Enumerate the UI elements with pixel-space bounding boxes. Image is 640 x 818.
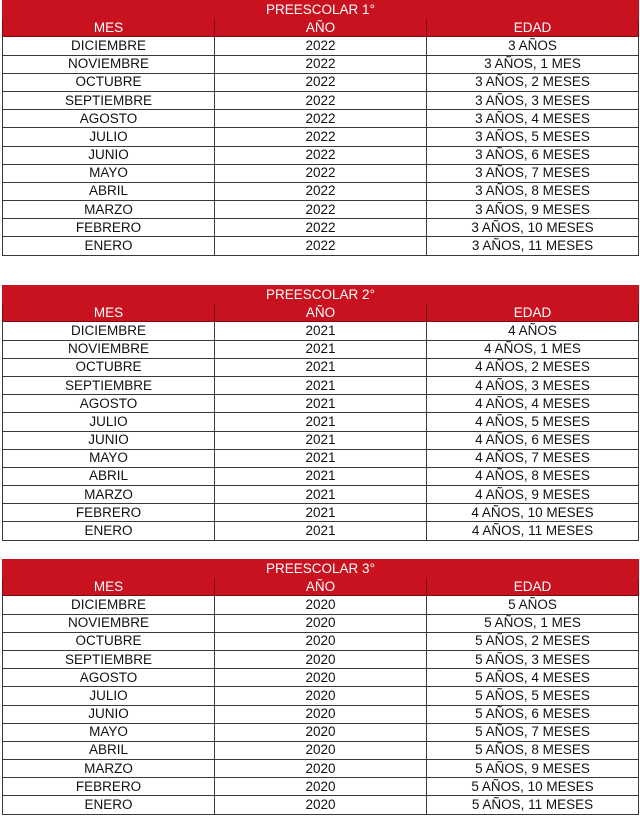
table-row <box>3 796 639 814</box>
table-row <box>3 358 639 376</box>
cell-edad: 5 AÑOS, 7 MESES <box>427 723 639 741</box>
cell-mes: ENERO <box>3 796 215 814</box>
cell-mes: JUNIO <box>3 146 215 164</box>
table-row <box>3 650 639 668</box>
cell-mes: MARZO <box>3 486 215 504</box>
cell-mes: JULIO <box>3 687 215 705</box>
cell-edad: 3 AÑOS, 5 MESES <box>427 128 639 146</box>
table-row <box>3 182 639 200</box>
cell-mes: AGOSTO <box>3 669 215 687</box>
table-title: PREESCOLAR 1° <box>3 1 639 19</box>
table-row <box>3 614 639 632</box>
cell-edad: 4 AÑOS, 5 MESES <box>427 413 639 431</box>
column-header-edad: EDAD <box>427 578 639 596</box>
cell-mes: OCTUBRE <box>3 73 215 91</box>
cell-edad: 3 AÑOS, 7 MESES <box>427 164 639 182</box>
cell-ano: 2020 <box>215 741 427 759</box>
table-row <box>3 449 639 467</box>
cell-ano: 2022 <box>215 201 427 219</box>
table-row <box>3 201 639 219</box>
table-row <box>3 486 639 504</box>
cell-mes: FEBRERO <box>3 778 215 796</box>
table-preescolar-3 <box>2 559 639 815</box>
table-row <box>3 741 639 759</box>
table-row <box>3 73 639 91</box>
cell-mes: OCTUBRE <box>3 358 215 376</box>
table-row <box>3 340 639 358</box>
table-row <box>3 596 639 614</box>
table-body <box>3 596 639 814</box>
cell-mes: DICIEMBRE <box>3 596 215 614</box>
cell-ano: 2022 <box>215 110 427 128</box>
cell-ano: 2022 <box>215 128 427 146</box>
column-header-edad: EDAD <box>427 304 639 322</box>
table-row <box>3 91 639 109</box>
table-preescolar-2 <box>2 285 639 541</box>
table-row <box>3 778 639 796</box>
cell-ano: 2021 <box>215 395 427 413</box>
cell-ano: 2020 <box>215 632 427 650</box>
cell-mes: SEPTIEMBRE <box>3 650 215 668</box>
cell-edad: 3 AÑOS, 11 MESES <box>427 237 639 255</box>
cell-mes: ABRIL <box>3 741 215 759</box>
table-row <box>3 395 639 413</box>
cell-edad: 3 AÑOS, 4 MESES <box>427 110 639 128</box>
cell-ano: 2021 <box>215 431 427 449</box>
cell-edad: 3 AÑOS <box>427 37 639 55</box>
table-title-row <box>3 1 639 19</box>
cell-mes: JULIO <box>3 128 215 146</box>
cell-ano: 2021 <box>215 340 427 358</box>
cell-mes: FEBRERO <box>3 504 215 522</box>
cell-mes: NOVIEMBRE <box>3 340 215 358</box>
cell-edad: 4 AÑOS <box>427 322 639 340</box>
table-row <box>3 504 639 522</box>
cell-edad: 5 AÑOS, 3 MESES <box>427 650 639 668</box>
table-title-row <box>3 560 639 578</box>
table-row <box>3 37 639 55</box>
cell-mes: AGOSTO <box>3 110 215 128</box>
cell-edad: 3 AÑOS, 9 MESES <box>427 201 639 219</box>
cell-mes: JUNIO <box>3 431 215 449</box>
cell-ano: 2022 <box>215 182 427 200</box>
cell-ano: 2022 <box>215 37 427 55</box>
table-title-row <box>3 286 639 304</box>
cell-mes: FEBRERO <box>3 219 215 237</box>
table-row <box>3 669 639 687</box>
cell-edad: 5 AÑOS, 5 MESES <box>427 687 639 705</box>
table-row <box>3 431 639 449</box>
column-header-row <box>3 19 639 37</box>
cell-ano: 2021 <box>215 486 427 504</box>
column-header-row <box>3 304 639 322</box>
cell-mes: MAYO <box>3 449 215 467</box>
cell-mes: DICIEMBRE <box>3 322 215 340</box>
cell-mes: NOVIEMBRE <box>3 614 215 632</box>
column-header-mes: MES <box>3 19 215 37</box>
cell-ano: 2022 <box>215 55 427 73</box>
cell-edad: 5 AÑOS, 9 MESES <box>427 760 639 778</box>
cell-ano: 2020 <box>215 705 427 723</box>
cell-edad: 4 AÑOS, 11 MESES <box>427 522 639 540</box>
cell-ano: 2021 <box>215 504 427 522</box>
table-row <box>3 723 639 741</box>
table-body <box>3 37 639 255</box>
column-header-mes: MES <box>3 304 215 322</box>
cell-edad: 5 AÑOS, 11 MESES <box>427 796 639 814</box>
cell-edad: 4 AÑOS, 9 MESES <box>427 486 639 504</box>
cell-edad: 5 AÑOS, 10 MESES <box>427 778 639 796</box>
cell-edad: 5 AÑOS, 1 MES <box>427 614 639 632</box>
cell-ano: 2020 <box>215 796 427 814</box>
table-row <box>3 376 639 394</box>
cell-edad: 4 AÑOS, 7 MESES <box>427 449 639 467</box>
cell-edad: 5 AÑOS, 6 MESES <box>427 705 639 723</box>
table-row <box>3 413 639 431</box>
cell-edad: 3 AÑOS, 10 MESES <box>427 219 639 237</box>
table-row <box>3 164 639 182</box>
cell-edad: 5 AÑOS, 4 MESES <box>427 669 639 687</box>
table-row <box>3 146 639 164</box>
cell-edad: 5 AÑOS, 2 MESES <box>427 632 639 650</box>
column-header-edad: EDAD <box>427 19 639 37</box>
cell-mes: AGOSTO <box>3 395 215 413</box>
cell-ano: 2020 <box>215 614 427 632</box>
table-row <box>3 128 639 146</box>
column-header-ano: AÑO <box>215 304 427 322</box>
table-row <box>3 322 639 340</box>
table-row <box>3 522 639 540</box>
cell-ano: 2021 <box>215 522 427 540</box>
column-header-ano: AÑO <box>215 19 427 37</box>
cell-edad: 3 AÑOS, 2 MESES <box>427 73 639 91</box>
table-row <box>3 687 639 705</box>
table-body <box>3 322 639 540</box>
cell-mes: ABRIL <box>3 182 215 200</box>
cell-mes: MAYO <box>3 723 215 741</box>
cell-edad: 4 AÑOS, 3 MESES <box>427 376 639 394</box>
table-row <box>3 55 639 73</box>
table-title: PREESCOLAR 3° <box>3 560 639 578</box>
table-row <box>3 237 639 255</box>
cell-ano: 2022 <box>215 237 427 255</box>
cell-edad: 4 AÑOS, 10 MESES <box>427 504 639 522</box>
cell-mes: ENERO <box>3 522 215 540</box>
cell-edad: 4 AÑOS, 8 MESES <box>427 467 639 485</box>
cell-edad: 4 AÑOS, 4 MESES <box>427 395 639 413</box>
cell-edad: 5 AÑOS <box>427 596 639 614</box>
cell-mes: ENERO <box>3 237 215 255</box>
cell-mes: NOVIEMBRE <box>3 55 215 73</box>
cell-edad: 5 AÑOS, 8 MESES <box>427 741 639 759</box>
cell-mes: MARZO <box>3 760 215 778</box>
cell-edad: 4 AÑOS, 2 MESES <box>427 358 639 376</box>
cell-ano: 2020 <box>215 669 427 687</box>
cell-mes: SEPTIEMBRE <box>3 376 215 394</box>
column-header-ano: AÑO <box>215 578 427 596</box>
cell-mes: MARZO <box>3 201 215 219</box>
cell-ano: 2020 <box>215 687 427 705</box>
cell-ano: 2021 <box>215 467 427 485</box>
table-title: PREESCOLAR 2° <box>3 286 639 304</box>
column-header-mes: MES <box>3 578 215 596</box>
cell-mes: MAYO <box>3 164 215 182</box>
cell-edad: 3 AÑOS, 1 MES <box>427 55 639 73</box>
cell-mes: JULIO <box>3 413 215 431</box>
cell-edad: 4 AÑOS, 1 MES <box>427 340 639 358</box>
cell-mes: DICIEMBRE <box>3 37 215 55</box>
table-row <box>3 467 639 485</box>
cell-ano: 2021 <box>215 449 427 467</box>
cell-mes: SEPTIEMBRE <box>3 91 215 109</box>
cell-edad: 3 AÑOS, 6 MESES <box>427 146 639 164</box>
table-row <box>3 632 639 650</box>
cell-ano: 2021 <box>215 322 427 340</box>
table-row <box>3 760 639 778</box>
column-header-row <box>3 578 639 596</box>
cell-ano: 2022 <box>215 146 427 164</box>
cell-mes: JUNIO <box>3 705 215 723</box>
table-preescolar-1 <box>2 0 639 256</box>
cell-ano: 2022 <box>215 73 427 91</box>
cell-ano: 2021 <box>215 358 427 376</box>
table-row <box>3 219 639 237</box>
cell-edad: 3 AÑOS, 8 MESES <box>427 182 639 200</box>
table-row <box>3 705 639 723</box>
cell-ano: 2020 <box>215 650 427 668</box>
cell-edad: 3 AÑOS, 3 MESES <box>427 91 639 109</box>
cell-ano: 2021 <box>215 413 427 431</box>
cell-ano: 2020 <box>215 596 427 614</box>
table-row <box>3 110 639 128</box>
cell-ano: 2020 <box>215 778 427 796</box>
cell-ano: 2022 <box>215 219 427 237</box>
cell-ano: 2020 <box>215 723 427 741</box>
cell-edad: 4 AÑOS, 6 MESES <box>427 431 639 449</box>
cell-ano: 2020 <box>215 760 427 778</box>
cell-ano: 2022 <box>215 164 427 182</box>
cell-mes: OCTUBRE <box>3 632 215 650</box>
cell-ano: 2022 <box>215 91 427 109</box>
cell-ano: 2021 <box>215 376 427 394</box>
cell-mes: ABRIL <box>3 467 215 485</box>
